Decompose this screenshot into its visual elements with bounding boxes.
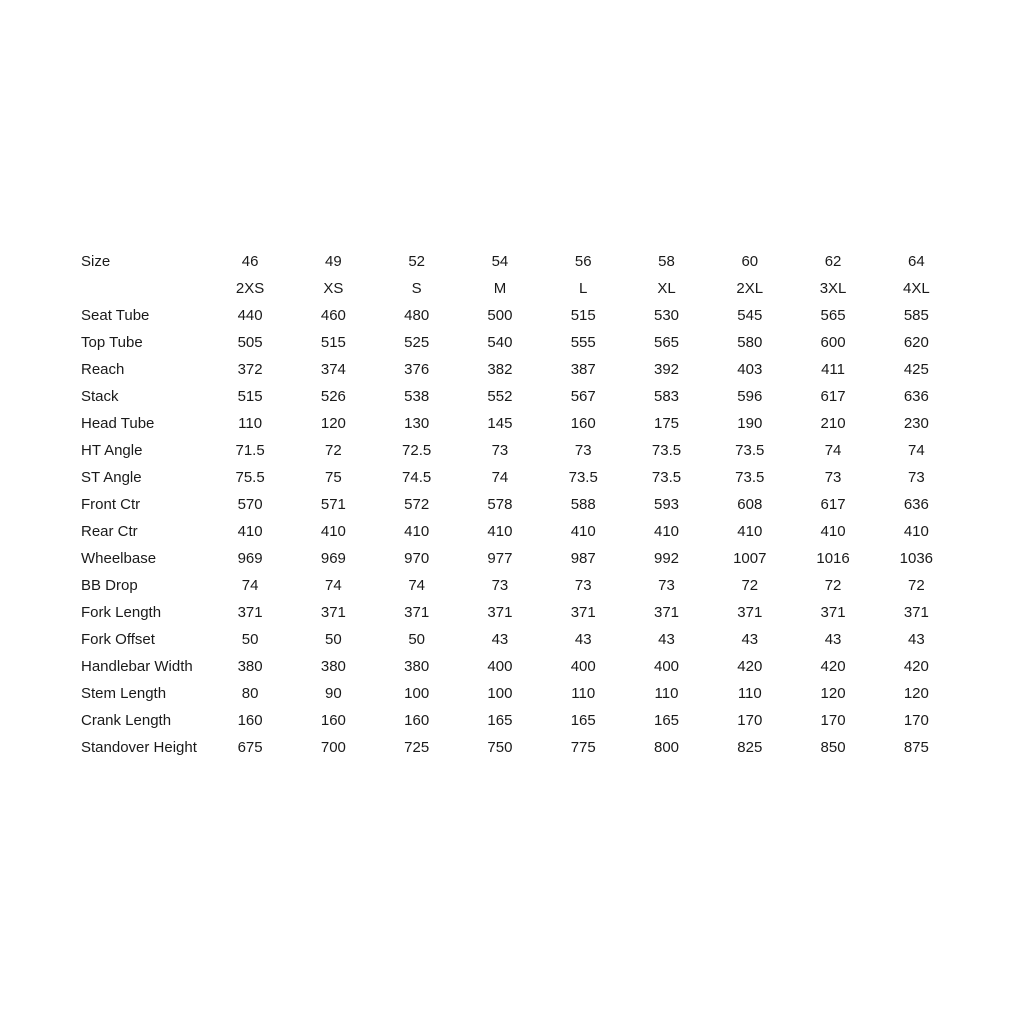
row-label: Top Tube xyxy=(81,334,143,351)
table-cell: 565 xyxy=(820,307,846,324)
size-number-cell: 49 xyxy=(325,253,342,270)
row-label: Standover Height xyxy=(81,739,197,756)
table-cell: 371 xyxy=(404,604,430,621)
table-row xyxy=(74,734,958,761)
table-cell: 525 xyxy=(404,334,430,351)
table-cell: 72 xyxy=(325,442,342,459)
table-cell: 120 xyxy=(903,685,929,702)
size-number-cell: 64 xyxy=(908,253,925,270)
table-cell: 71.5 xyxy=(235,442,265,459)
size-letter-cell: 4XL xyxy=(903,280,930,297)
table-cell: 100 xyxy=(404,685,430,702)
table-row xyxy=(74,329,958,356)
table-cell: 380 xyxy=(237,658,263,675)
table-cell: 371 xyxy=(903,604,929,621)
table-cell: 565 xyxy=(653,334,680,351)
size-number-cell: 52 xyxy=(408,253,425,270)
size-letter-cell: 2XL xyxy=(736,280,764,297)
table-cell: 165 xyxy=(487,712,513,729)
table-cell: 376 xyxy=(404,361,430,378)
table-cell: 73 xyxy=(908,469,925,486)
table-row xyxy=(74,680,958,707)
table-cell: 74 xyxy=(824,442,842,459)
table-cell: 515 xyxy=(570,307,596,324)
size-letter-label xyxy=(74,275,208,302)
table-cell: 410 xyxy=(487,523,513,540)
table-cell: 380 xyxy=(320,658,346,675)
table-cell: 73 xyxy=(491,442,509,459)
size-letter-cell: 3XL xyxy=(819,280,847,297)
size-header-label: Size xyxy=(81,253,111,270)
table-cell: 43 xyxy=(491,631,509,648)
table-cell: 505 xyxy=(237,334,263,351)
table-row xyxy=(74,383,958,410)
table-cell: 392 xyxy=(653,361,680,378)
table-cell: 425 xyxy=(903,361,929,378)
table-cell: 165 xyxy=(570,712,596,729)
table-cell: 1016 xyxy=(816,550,850,567)
table-cell: 440 xyxy=(237,307,263,324)
size-number-cell: 60 xyxy=(741,253,759,270)
table-cell: 400 xyxy=(487,658,513,675)
table-cell: 596 xyxy=(737,388,763,405)
row-label: Reach xyxy=(81,361,125,378)
table-cell: 50 xyxy=(325,631,342,648)
table-cell: 110 xyxy=(238,415,263,432)
table-cell: 825 xyxy=(737,739,763,756)
size-letter-cell: M xyxy=(493,280,507,297)
table-cell: 73.5 xyxy=(735,442,765,459)
table-cell: 410 xyxy=(320,523,346,540)
table-row xyxy=(74,599,958,626)
table-cell: 100 xyxy=(487,685,513,702)
table-cell: 977 xyxy=(487,550,513,567)
table-cell: 170 xyxy=(903,712,929,729)
table-cell: 190 xyxy=(737,415,763,432)
table-cell: 420 xyxy=(737,658,763,675)
row-label: Head Tube xyxy=(81,415,155,432)
table-cell: 387 xyxy=(570,361,596,378)
size-number-row xyxy=(74,248,958,275)
table-cell: 74 xyxy=(325,577,342,594)
table-cell: 970 xyxy=(404,550,430,567)
table-cell: 410 xyxy=(737,523,763,540)
table-row xyxy=(74,518,958,545)
table-cell: 675 xyxy=(237,739,263,756)
table-cell: 74 xyxy=(241,577,259,594)
table-cell: 969 xyxy=(237,550,263,567)
table-cell: 403 xyxy=(737,361,763,378)
table-cell: 570 xyxy=(237,496,263,513)
size-number-cell: 54 xyxy=(491,253,509,270)
table-cell: 571 xyxy=(320,496,346,513)
table-cell: 74 xyxy=(908,442,925,459)
table-cell: 540 xyxy=(487,334,513,351)
table-cell: 110 xyxy=(654,685,679,702)
table-cell: 72.5 xyxy=(402,442,432,459)
table-cell: 73 xyxy=(824,469,842,486)
size-letter-cell: XL xyxy=(657,280,676,297)
row-label: Rear Ctr xyxy=(81,523,138,540)
table-cell: 371 xyxy=(237,604,263,621)
table-cell: 636 xyxy=(903,496,929,513)
table-cell: 583 xyxy=(653,388,680,405)
table-cell: 987 xyxy=(570,550,596,567)
table-cell: 552 xyxy=(487,388,513,405)
table-cell: 875 xyxy=(903,739,929,756)
table-row xyxy=(74,653,958,680)
table-cell: 1007 xyxy=(733,550,767,567)
table-cell: 74.5 xyxy=(402,469,432,486)
table-cell: 410 xyxy=(653,523,680,540)
table-cell: 410 xyxy=(820,523,846,540)
table-row xyxy=(74,410,958,437)
table-cell: 80 xyxy=(241,685,259,702)
table-cell: 850 xyxy=(820,739,846,756)
row-label: Crank Length xyxy=(81,712,172,729)
table-cell: 725 xyxy=(404,739,430,756)
table-cell: 170 xyxy=(737,712,763,729)
size-number-cell: 62 xyxy=(824,253,842,270)
table-row xyxy=(74,491,958,518)
table-cell: 410 xyxy=(903,523,929,540)
table-cell: 160 xyxy=(237,712,263,729)
table-cell: 120 xyxy=(320,415,346,432)
size-number-cell: 46 xyxy=(241,253,259,270)
geometry-table xyxy=(74,248,958,761)
table-cell: 515 xyxy=(237,388,263,405)
table-cell: 73.5 xyxy=(651,442,682,459)
table-cell: 75 xyxy=(325,469,342,486)
table-cell: 380 xyxy=(404,658,430,675)
table-cell: 371 xyxy=(737,604,763,621)
table-cell: 230 xyxy=(903,415,929,432)
table-cell: 170 xyxy=(820,712,846,729)
table-cell: 175 xyxy=(653,415,680,432)
table-cell: 210 xyxy=(820,415,846,432)
table-row xyxy=(74,545,958,572)
table-cell: 578 xyxy=(487,496,513,513)
row-label: Handlebar Width xyxy=(81,658,193,675)
table-cell: 74 xyxy=(408,577,425,594)
table-cell: 608 xyxy=(737,496,763,513)
table-cell: 636 xyxy=(903,388,929,405)
table-cell: 72 xyxy=(824,577,842,594)
table-cell: 400 xyxy=(653,658,680,675)
table-cell: 73.5 xyxy=(735,469,765,486)
table-cell: 515 xyxy=(320,334,346,351)
table-body xyxy=(74,302,958,761)
table-cell: 620 xyxy=(903,334,929,351)
table-cell: 73.5 xyxy=(568,469,598,486)
table-cell: 130 xyxy=(404,415,430,432)
table-cell: 73 xyxy=(574,442,592,459)
row-label: Stack xyxy=(81,388,119,405)
table-cell: 110 xyxy=(571,685,596,702)
table-cell: 593 xyxy=(653,496,680,513)
table-cell: 585 xyxy=(903,307,929,324)
table-cell: 555 xyxy=(570,334,596,351)
table-cell: 992 xyxy=(653,550,680,567)
table-row xyxy=(74,437,958,464)
table-cell: 160 xyxy=(570,415,596,432)
table-cell: 545 xyxy=(737,307,763,324)
table-cell: 110 xyxy=(737,685,762,702)
size-number-cell: 56 xyxy=(574,253,592,270)
row-label: Fork Length xyxy=(81,604,162,621)
size-letter-cell: L xyxy=(579,280,588,297)
table-cell: 72 xyxy=(741,577,759,594)
table-cell: 526 xyxy=(320,388,346,405)
table-cell: 617 xyxy=(820,496,846,513)
row-label: Front Ctr xyxy=(81,496,141,513)
table-cell: 750 xyxy=(487,739,513,756)
table-cell: 400 xyxy=(570,658,596,675)
table-cell: 50 xyxy=(408,631,425,648)
table-cell: 73 xyxy=(491,577,509,594)
size-number-cell: 58 xyxy=(658,253,675,270)
size-letter-cell: S xyxy=(411,280,422,297)
size-letter-cell: 2XS xyxy=(235,280,265,297)
table-cell: 460 xyxy=(320,307,346,324)
table-cell: 617 xyxy=(820,388,846,405)
table-cell: 72 xyxy=(908,577,925,594)
table-cell: 50 xyxy=(241,631,259,648)
table-cell: 410 xyxy=(237,523,263,540)
table-cell: 410 xyxy=(570,523,596,540)
table-cell: 43 xyxy=(741,631,759,648)
table-cell: 775 xyxy=(570,739,596,756)
table-cell: 371 xyxy=(570,604,596,621)
table-cell: 572 xyxy=(404,496,430,513)
table-cell: 165 xyxy=(653,712,680,729)
table-row xyxy=(74,302,958,329)
table-cell: 74 xyxy=(491,469,509,486)
table-row xyxy=(74,572,958,599)
table-cell: 382 xyxy=(487,361,513,378)
table-cell: 73 xyxy=(658,577,675,594)
table-cell: 372 xyxy=(237,361,263,378)
row-label: BB Drop xyxy=(81,577,138,594)
table-cell: 538 xyxy=(404,388,430,405)
table-cell: 580 xyxy=(737,334,763,351)
table-cell: 410 xyxy=(404,523,430,540)
table-cell: 588 xyxy=(570,496,596,513)
table-cell: 500 xyxy=(487,307,513,324)
table-cell: 411 xyxy=(821,361,846,378)
table-row xyxy=(74,626,958,653)
size-letter-cell: XS xyxy=(323,280,344,297)
table-cell: 73.5 xyxy=(651,469,682,486)
table-cell: 73 xyxy=(574,577,592,594)
table-cell: 160 xyxy=(404,712,430,729)
table-row xyxy=(74,707,958,734)
table-cell: 120 xyxy=(820,685,846,702)
table-cell: 43 xyxy=(574,631,592,648)
table-cell: 374 xyxy=(320,361,346,378)
row-label: Wheelbase xyxy=(81,550,157,567)
table-cell: 371 xyxy=(820,604,846,621)
row-label: ST Angle xyxy=(81,469,142,486)
table-cell: 371 xyxy=(653,604,680,621)
table-cell: 160 xyxy=(320,712,346,729)
table-cell: 43 xyxy=(908,631,925,648)
table-cell: 43 xyxy=(824,631,842,648)
table-cell: 600 xyxy=(820,334,846,351)
table-cell: 420 xyxy=(903,658,929,675)
row-label: Stem Length xyxy=(81,685,167,702)
table-cell: 567 xyxy=(570,388,596,405)
table-cell: 90 xyxy=(325,685,342,702)
table-cell: 700 xyxy=(320,739,346,756)
row-label: Seat Tube xyxy=(81,307,150,324)
table-cell: 1036 xyxy=(899,550,934,567)
table-cell: 43 xyxy=(658,631,675,648)
table-cell: 371 xyxy=(320,604,346,621)
table-cell: 145 xyxy=(487,415,513,432)
table-cell: 480 xyxy=(404,307,430,324)
table-row xyxy=(74,356,958,383)
table-cell: 75.5 xyxy=(235,469,265,486)
table-cell: 969 xyxy=(320,550,346,567)
row-label: HT Angle xyxy=(81,442,143,459)
size-letter-row xyxy=(74,275,958,302)
table-cell: 371 xyxy=(487,604,513,621)
table-cell: 800 xyxy=(653,739,680,756)
table-cell: 530 xyxy=(653,307,680,324)
row-label: Fork Offset xyxy=(81,631,155,648)
table-row xyxy=(74,464,958,491)
table-cell: 420 xyxy=(820,658,846,675)
